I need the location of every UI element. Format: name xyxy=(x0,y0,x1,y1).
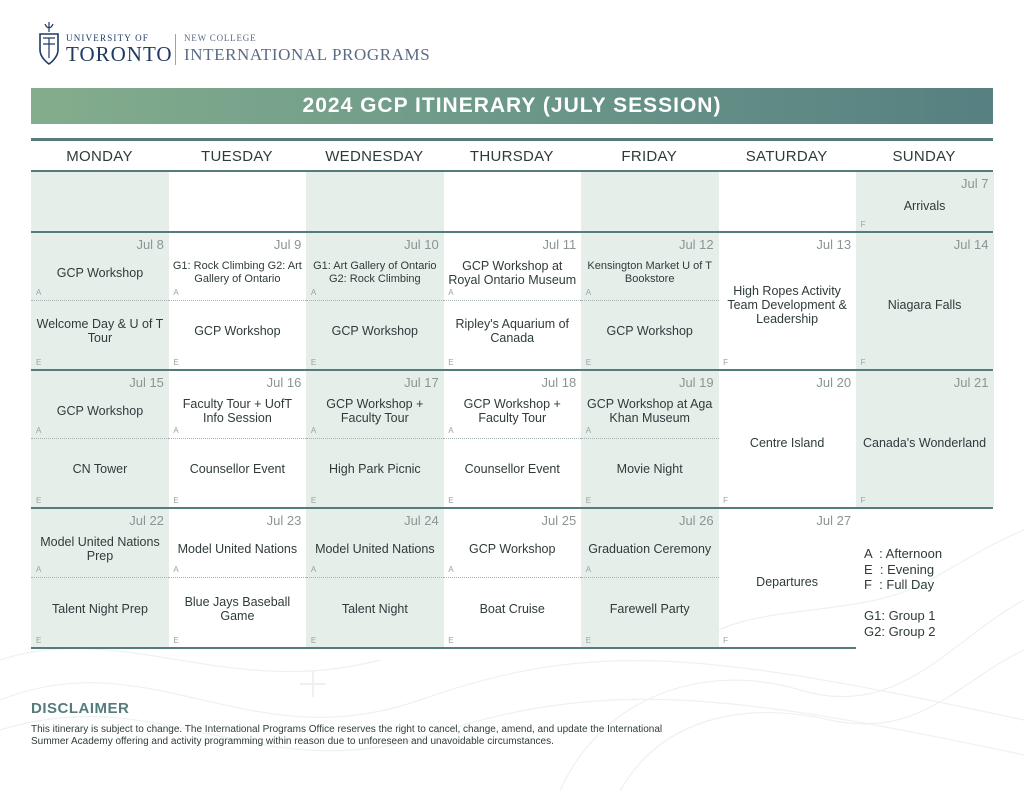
full-day-mark: F xyxy=(723,358,729,367)
date-label: Jul 18 xyxy=(541,375,577,390)
day-header-sunday: SUNDAY xyxy=(892,148,956,165)
date-label: Jul 7 xyxy=(961,176,989,191)
evening-activity: GCP Workshop xyxy=(331,324,419,338)
afternoon-mark: A xyxy=(173,565,179,574)
afternoon-activity: GCP Workshop at Aga Khan Museum xyxy=(587,396,713,425)
afternoon-mark: A xyxy=(585,426,592,435)
afternoon-activity: GCP Workshop xyxy=(469,542,556,556)
empty-day-cell xyxy=(306,172,444,231)
day-cell-jul-24 xyxy=(306,509,444,647)
evening-mark: E xyxy=(585,636,592,645)
afternoon-activity: GCP Workshop at Royal Ontario Museum xyxy=(448,258,577,287)
evening-activity: Welcome Day & U of T Tour xyxy=(36,317,164,345)
evening-mark: E xyxy=(36,636,42,645)
evening-activity: GCP Workshop xyxy=(606,324,693,338)
evening-activity: Counsellor Event xyxy=(464,462,560,476)
full-day-activity: Departures xyxy=(756,575,819,589)
full-day-activity: Canada's Wonderland xyxy=(863,436,987,450)
disclaimer-title: DISCLAIMER xyxy=(31,700,130,717)
afternoon-mark: A xyxy=(585,565,592,574)
date-label: Jul 11 xyxy=(542,237,577,252)
day-cell-jul-12 xyxy=(581,233,719,369)
date-label: Jul 27 xyxy=(816,513,852,528)
day-cell-jul-11 xyxy=(443,233,581,369)
date-label: Jul 24 xyxy=(404,513,439,528)
empty-day-cell xyxy=(168,172,306,231)
day-header-tuesday: TUESDAY xyxy=(201,148,273,165)
evening-activity: Counsellor Event xyxy=(189,462,285,476)
evening-activity: Blue Jays Baseball Game xyxy=(184,594,291,623)
legend-group-2: G2: Group 2 xyxy=(864,623,936,639)
empty-day-cell xyxy=(443,172,581,231)
date-label: Jul 12 xyxy=(678,237,714,252)
day-header-saturday: SATURDAY xyxy=(745,148,828,165)
full-day-activity: Niagara Falls xyxy=(887,298,962,312)
date-label: Jul 20 xyxy=(816,375,852,390)
slot-divider xyxy=(168,300,306,301)
afternoon-activity: Kensington Market U of T Bookstore xyxy=(587,259,712,285)
university-name: TORONTO xyxy=(66,42,173,66)
disclaimer-text: This itinerary is subject to change. The International Programs Office reserves the right to cancel, change, amend, and update the International Summer Academy offering and activity programming within reason due to unforeseen and unavoidable circumstances. xyxy=(31,724,663,747)
university-logo xyxy=(38,20,438,70)
day-cell-jul-10 xyxy=(306,233,444,369)
evening-mark: E xyxy=(173,358,179,367)
slot-divider xyxy=(443,577,581,578)
afternoon-mark: A xyxy=(585,288,592,297)
day-cell-jul-17 xyxy=(306,371,444,507)
legend-evening: E : Evening xyxy=(864,561,935,577)
legend-group-1: G1: Group 1 xyxy=(864,608,936,624)
itinerary-title-banner: 2024 GCP ITINERARY (JULY SESSION) xyxy=(31,88,993,124)
date-label: Jul 10 xyxy=(404,237,439,252)
university-small-text: UNIVERSITY OF xyxy=(66,33,150,43)
day-cell-jul-20 xyxy=(718,371,856,507)
slot-divider xyxy=(168,577,306,578)
day-cell-jul-27 xyxy=(718,509,856,647)
date-label: Jul 15 xyxy=(129,375,164,390)
full-day-mark: F xyxy=(860,220,866,229)
afternoon-activity: Graduation Ceremony xyxy=(588,542,712,556)
evening-activity: Talent Night xyxy=(341,601,408,616)
day-cell-jul-13 xyxy=(718,233,856,369)
afternoon-mark: A xyxy=(173,426,179,435)
full-day-activity: Arrivals xyxy=(903,198,946,213)
afternoon-activity: Faculty Tour + UofT Info Session xyxy=(182,396,292,425)
full-day-activity: Centre Island xyxy=(749,436,825,450)
afternoon-mark: A xyxy=(310,565,317,574)
full-day-mark: F xyxy=(723,636,729,645)
evening-mark: E xyxy=(173,636,179,645)
afternoon-mark: A xyxy=(173,288,179,297)
college-small-text: NEW COLLEGE xyxy=(184,33,257,43)
day-cell-jul-21 xyxy=(856,371,994,507)
day-cell-jul-16 xyxy=(168,371,306,507)
slot-divider xyxy=(306,438,444,439)
afternoon-mark: A xyxy=(448,565,454,574)
afternoon-mark: A xyxy=(310,426,317,435)
evening-activity: Boat Cruise xyxy=(479,601,545,616)
date-label: Jul 16 xyxy=(266,375,302,390)
slot-divider xyxy=(31,438,169,439)
date-label: Jul 14 xyxy=(953,237,989,252)
date-label: Jul 22 xyxy=(129,513,164,528)
evening-mark: E xyxy=(310,636,317,645)
afternoon-activity: G1: Rock Climbing G2: Art Gallery of Ontario xyxy=(172,259,302,285)
slot-divider xyxy=(31,300,169,301)
legend-spacer xyxy=(864,593,942,609)
legend-afternoon: A : Afternoon xyxy=(864,546,943,561)
day-header-monday: MONDAY xyxy=(66,148,133,165)
full-day-mark: F xyxy=(860,496,866,505)
evening-activity: Talent Night Prep xyxy=(52,601,148,616)
date-label: Jul 9 xyxy=(273,237,302,252)
evening-mark: E xyxy=(448,496,454,505)
evening-mark: E xyxy=(310,496,317,505)
evening-activity: High Park Picnic xyxy=(328,462,421,476)
slot-divider xyxy=(443,438,581,439)
evening-mark: E xyxy=(448,636,454,645)
day-header-wednesday: WEDNESDAY xyxy=(325,148,424,165)
legend-full-day: F : Full Day xyxy=(864,577,935,593)
date-label: Jul 25 xyxy=(541,513,577,528)
day-header-friday: FRIDAY xyxy=(621,148,678,165)
program-name: INTERNATIONAL PROGRAMS xyxy=(184,45,431,64)
afternoon-activity: GCP Workshop xyxy=(56,403,144,418)
full-day-activity: High Ropes Activity Team Development & Leadership xyxy=(727,284,847,326)
day-cell-jul-9 xyxy=(168,233,306,369)
evening-mark: E xyxy=(585,496,592,505)
evening-mark: E xyxy=(310,358,317,367)
legend xyxy=(864,546,942,640)
evening-activity: Movie Night xyxy=(616,462,683,476)
week-separator xyxy=(31,647,856,649)
slot-divider xyxy=(581,438,719,439)
empty-day-cell xyxy=(718,172,856,231)
date-label: Jul 17 xyxy=(404,375,439,390)
day-header-thursday: THURSDAY xyxy=(469,148,554,165)
logo-divider xyxy=(175,34,176,65)
slot-divider xyxy=(581,577,719,578)
day-cell-jul-23 xyxy=(168,509,306,647)
slot-divider xyxy=(306,300,444,301)
afternoon-mark: A xyxy=(448,288,454,297)
day-cell-jul-8 xyxy=(31,233,169,369)
slot-divider xyxy=(443,300,581,301)
afternoon-activity: GCP Workshop + Faculty Tour xyxy=(463,396,561,425)
day-cell-jul-18 xyxy=(443,371,581,507)
empty-day-cell xyxy=(581,172,719,231)
full-day-mark: F xyxy=(860,358,866,367)
table-top-rule xyxy=(31,138,993,141)
afternoon-mark: A xyxy=(448,426,454,435)
date-label: Jul 21 xyxy=(953,375,989,390)
afternoon-mark: A xyxy=(36,288,42,297)
day-cell-jul-26 xyxy=(581,509,719,647)
date-label: Jul 13 xyxy=(816,237,852,252)
date-label: Jul 8 xyxy=(136,237,164,252)
day-cell-jul-25 xyxy=(443,509,581,647)
crest-icon xyxy=(38,20,60,68)
day-cell-jul-14 xyxy=(856,233,994,369)
evening-activity: Farewell Party xyxy=(609,601,690,616)
day-cell-jul-7 xyxy=(856,172,994,231)
full-day-mark: F xyxy=(723,496,729,505)
afternoon-mark: A xyxy=(310,288,317,297)
evening-mark: E xyxy=(36,358,42,367)
evening-activity: CN Tower xyxy=(72,462,128,476)
afternoon-activity: GCP Workshop xyxy=(56,265,144,280)
slot-divider xyxy=(168,438,306,439)
afternoon-activity: Model United Nations xyxy=(177,542,298,556)
evening-mark: E xyxy=(173,496,179,505)
day-cell-jul-15 xyxy=(31,371,169,507)
evening-mark: E xyxy=(36,496,42,505)
slot-divider xyxy=(31,577,169,578)
afternoon-mark: A xyxy=(36,426,42,435)
afternoon-mark: A xyxy=(36,565,42,574)
evening-activity: Ripley's Aquarium of Canada xyxy=(455,317,570,345)
evening-activity: GCP Workshop xyxy=(194,324,281,338)
day-cell-jul-22 xyxy=(31,509,169,647)
evening-mark: E xyxy=(448,358,454,367)
slot-divider xyxy=(581,300,719,301)
afternoon-activity: Model United Nations xyxy=(315,542,435,556)
slot-divider xyxy=(306,577,444,578)
afternoon-activity: Model United Nations Prep xyxy=(40,535,160,563)
afternoon-activity: G1: Art Gallery of Ontario G2: Rock Climbing xyxy=(313,259,437,285)
evening-mark: E xyxy=(585,358,592,367)
date-label: Jul 26 xyxy=(678,513,714,528)
empty-day-cell xyxy=(31,172,169,231)
date-label: Jul 19 xyxy=(678,375,714,390)
afternoon-activity: GCP Workshop + Faculty Tour xyxy=(326,396,424,425)
day-cell-jul-19 xyxy=(581,371,719,507)
date-label: Jul 23 xyxy=(266,513,302,528)
